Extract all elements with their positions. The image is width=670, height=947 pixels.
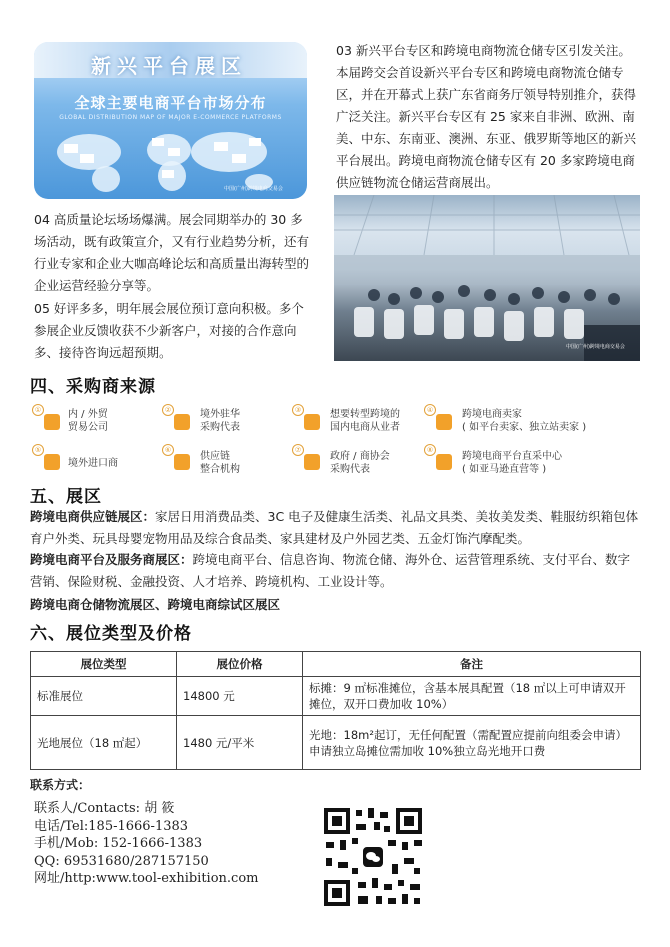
table-row: [31, 677, 641, 716]
contact-website: 网址/http:www.tool-exhibition.com: [34, 871, 259, 886]
flag-icon: [304, 454, 320, 470]
contact-person: 联系人/Contacts: 胡 筱: [34, 801, 175, 816]
buyer-label-4: 跨境电商卖家 ( 如平台卖家、独立站卖家 ): [462, 409, 587, 433]
section-buyers-heading: 四、采购商来源: [30, 377, 156, 397]
booth-price-table: [30, 651, 641, 770]
table-header-row: [31, 652, 641, 677]
paragraph-03: 03 新兴平台专区和跨境电商物流仓储专区引发关注。本届跨交会首设新兴平台专区和跨境电商物流仓储专区，并在开幕式上获广东省商务厅领导特别推介，获得广泛关注。新兴平台专区有 25 家来自非洲、欧洲、南美、中东、东南亚、澳洲、东亚、俄罗斯等地区的新兴平台展出。跨境电商物流仓储专区有 20 多家跨境电商供应链物流仓储运营商展出。: [336, 43, 637, 190]
booth-note-cell: 标摊：9 ㎡标准摊位，含基本展具配置（18 ㎡以上可申请双开摊位，双开口费加收 10%）: [303, 677, 641, 716]
world-map-graphic: [44, 124, 297, 194]
map-subtitle: GLOBAL DISTRIBUTION MAP OF MAJOR E-COMMERCE PLATFORMS: [59, 114, 282, 121]
section-booths-heading: 六、展位类型及价格: [30, 624, 192, 644]
map-title: 全球主要电商平台市场分布: [74, 94, 267, 112]
banner-text: 新兴平台展区: [91, 54, 247, 78]
buyer-num-2: ②: [162, 404, 174, 416]
buyer-num-5: ⑤: [32, 444, 44, 456]
platform-map-photo: [34, 42, 307, 199]
buyer-num-4: ④: [424, 404, 436, 416]
contact-qq: QQ: 69531680/287157150: [34, 853, 209, 869]
booth-price-cell: 1480 元/平米: [177, 716, 303, 770]
booth-note-cell: 光地：18m²起订，无任何配置（需配置应提前向组委会申请）申请独立岛摊位需加收 10%独立岛光地开口费: [303, 716, 641, 770]
section-exhibits-heading: 五、展区: [30, 487, 102, 507]
shop-icon: [436, 414, 452, 430]
buyer-num-6: ⑥: [162, 444, 174, 456]
buyer-label-3: 想要转型跨境的 国内电商从业者: [330, 409, 400, 433]
buyer-label-2: 境外驻华 采购代表: [200, 409, 240, 433]
booth-type-cell: 标准展位: [31, 677, 177, 716]
zone-title-3: 跨境电商仓储物流展区、跨境电商综试区展区: [30, 597, 281, 612]
contact-mobile: 手机/Mob: 152-1666-1383: [34, 836, 203, 851]
zone-text-1: 家居日用消费品类、3C 电子及健康生活类、礼品文具类、美妆美发类、鞋服纺织箱包体育户外类、玩具母婴宠物用品及综合食品类、家具建材及户外园艺类、五金灯饰汽摩配类。: [30, 509, 639, 546]
zone-platform-services: [30, 549, 642, 593]
contact-heading: 联系方式：: [30, 778, 91, 792]
buyer-label-5: 境外进口商: [68, 458, 118, 469]
wechat-qr-code: [322, 806, 424, 908]
table-header-type: 展位类型: [31, 652, 177, 677]
buyer-num-7: ⑦: [292, 444, 304, 456]
map-logo: 中国(广州)跨境电商交易会: [224, 186, 283, 192]
people-icon: [174, 454, 190, 470]
booth-type-cell: 光地展位（18 ㎡起）: [31, 716, 177, 770]
ecommerce-icon: [304, 414, 320, 430]
table-row: [31, 716, 641, 770]
buyer-num-3: ③: [292, 404, 304, 416]
buyer-num-1: ①: [32, 404, 44, 416]
zone-text-2: 跨境电商平台、信息咨询、物流仓储、海外仓、运营管理系统、支付平台、数字营销、保险财税、金融投资、人才培养、跨境机构、工业设计等。: [30, 552, 631, 589]
buyer-label-1: 内 / 外贸 贸易公司: [68, 409, 108, 433]
contact-block: [34, 800, 334, 888]
buyer-sources-grid: [30, 402, 640, 480]
buyer-label-8: 跨境电商平台直采中心 ( 如亚马逊直营等 ): [462, 451, 562, 475]
contact-tel: 电话/Tel:185-1666-1383: [34, 818, 189, 834]
buyer-num-8: ⑧: [424, 444, 436, 456]
table-header-price: 展位价格: [177, 652, 303, 677]
zone-title-2: 跨境电商平台及服务商展区：: [30, 552, 193, 567]
truck-icon: [436, 454, 452, 470]
booth-price-cell: 14800 元: [177, 677, 303, 716]
trade-icon: [44, 414, 60, 430]
hall-scene-graphic: [334, 195, 640, 361]
table-header-note: 备注: [303, 652, 641, 677]
exhibition-hall-photo: [334, 195, 640, 361]
clipboard-icon: [44, 454, 60, 470]
person-icon: [174, 414, 190, 430]
zone-logistics-pilot: [30, 594, 642, 616]
paragraph-04: 04 高质量论坛场场爆满。展会同期举办的 30 多场活动，既有政策宣介，又有行业趋势分析，还有行业专家和企业大咖高峰论坛和高质量出海转型的企业运营经验分享等。: [34, 212, 310, 293]
buyer-label-6: 供应链 整合机构: [200, 451, 240, 475]
zone-supply-chain: [30, 506, 642, 550]
buyer-label-7: 政府 / 商协会 采购代表: [330, 451, 390, 475]
paragraph-05: 05 好评多多，明年展会展位预订意向积极。多个参展企业反馈收获不少新客户，对接的合作意向多、接待咨询远超预期。: [34, 301, 304, 360]
zone-title-1: 跨境电商供应链展区：: [30, 509, 156, 524]
hall-logo: 中国(广州)跨境电商交易会: [566, 344, 625, 350]
